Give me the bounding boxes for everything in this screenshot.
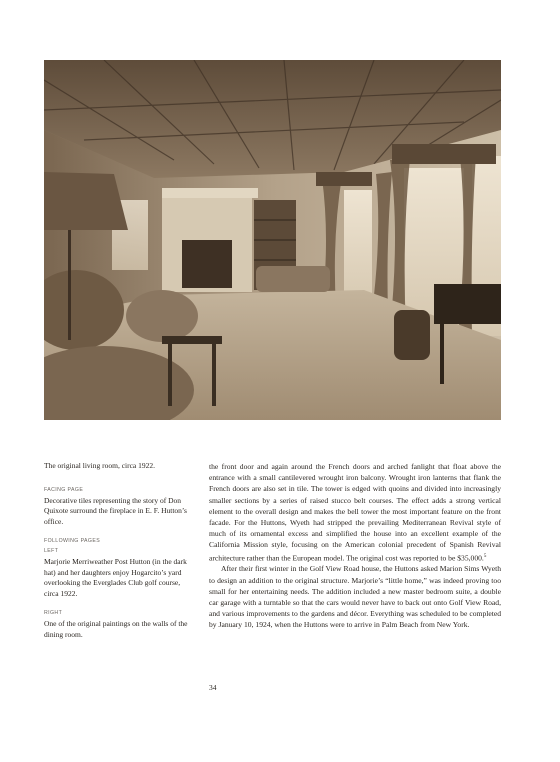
facing-page-label: FACING PAGE (44, 486, 84, 493)
paragraph: After their first winter in the Golf View Road house, the Huttons asked Marion Sims Wyeth to design an addition to the original structure. Marjorie’s “little home,” was indeed proving too small for her entertaining needs. The addition included a new master bedroom suite, a double car garage with a turntable so that the cars would never have to back out onto Golf View Road, and various improvements to the gardens and décor. Everything was scheduled to be completed by January 10, 1924, when the Huttons were to arrive in Palm Beach from New York. (209, 564, 501, 630)
paragraph: the front door and again around the French doors and arched fanlight that float above the entrance with a small cantilevered wrought iron balcony. Wrought iron lanterns that flank the French doors are also set in tile. The tower is edged with quoins and divided into increasingly smaller sections by a series of raised stucco belt courses. The effect adds a strong vertical element to the overall design and makes the bell tower the most important feature on the front facade. For the Huttons, Wyeth had stripped the prevailing Mediterranean Revival style of much of its ornamental excess and simplified the house into an excellent example of the California Mission style, focusing on the American colonial precedent of Spanish Revival architecture rather than the European model. The original cost was reported to be $35,000.$^5$ (209, 462, 501, 563)
left-label: LEFT (44, 548, 59, 554)
page-number: 34 (209, 683, 217, 692)
captions-column (44, 461, 194, 650)
facing-page-text: Decorative tiles representing the story of Don Quixote surround the fireplace in E. F. Hutton’s office. (44, 495, 187, 526)
following-pages-label: FOLLOWING PAGES (44, 538, 101, 544)
left-text: Marjorie Merriweather Post Hutton (in the dark hat) and her daughters enjoy Hogarcito’s yard overlooking the Everglades Club golf course, circa 1922. (44, 557, 187, 598)
living-room-photo (44, 60, 501, 420)
right-label: RIGHT (44, 610, 63, 616)
right-text: One of the original paintings on the walls of the dining room. (44, 619, 188, 639)
facing-page-caption (44, 486, 194, 528)
right-caption (44, 609, 194, 640)
footnote-ref: 5 (483, 553, 487, 559)
main-caption: The original living room, circa 1922. (44, 461, 156, 470)
body-text (209, 461, 501, 631)
left-caption (44, 537, 194, 599)
